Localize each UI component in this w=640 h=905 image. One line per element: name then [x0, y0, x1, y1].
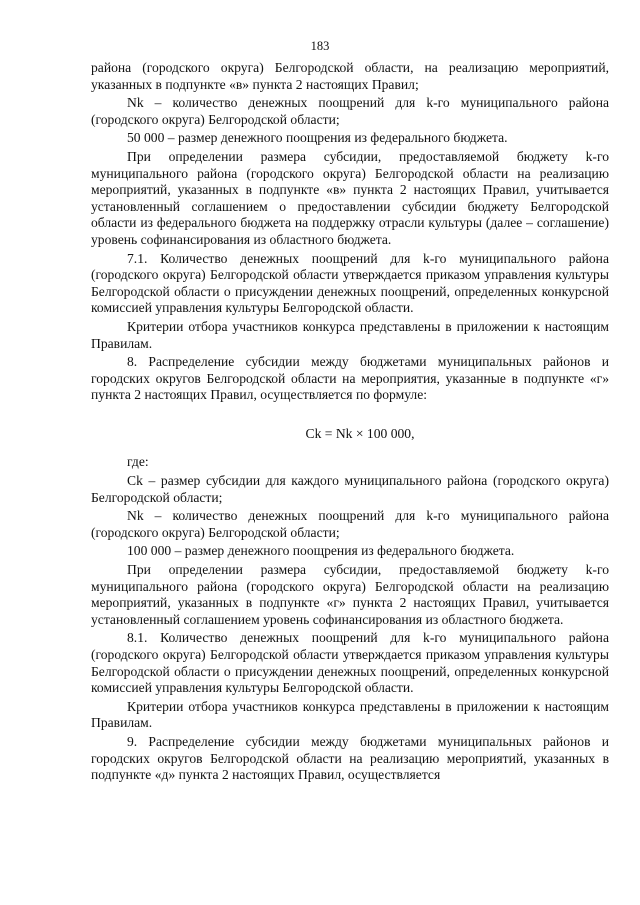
paragraph: 50 000 – размер денежного поощрения из федерального бюджета. — [127, 130, 508, 146]
paragraph: При определении размера субсидии, предоставляемой бюджету k-го муниципального района (городского округа) Белгородской области на реализацию мероприятий, указанных в подпункте «в» пункта 2 настоящих Правил, учитывается установленный соглашением о предоставлении субсидии бюджету Белгородской области из федерального бюджета на поддержку отрасли культуры (далее – соглашение) уровень софинансирования из областного бюджета. — [91, 148, 609, 247]
paragraph: Nk – количество денежных поощрений для k-го муниципального района (городского округа) Белгородской области; — [91, 95, 609, 127]
paragraph: Критерии отбора участников конкурса представлены в приложении к настоящим Правилам. — [91, 698, 609, 731]
paragraph: где: — [127, 454, 149, 470]
document-body — [91, 60, 609, 786]
page-number: 183 — [310, 39, 330, 53]
paragraph: Ck – размер субсидии для каждого муниципального района (городского округа) Белгородской области; — [91, 473, 609, 505]
paragraphs-before-formula — [91, 60, 609, 404]
paragraph: Nk – количество денежных поощрений для k-го муниципального района (городского округа) Белгородской области; — [91, 508, 609, 540]
paragraph: 8.1. Количество денежных поощрений для k-го муниципального района (городского округа) Белгородской области утверждается приказом управления культуры Белгородской области о присуждении денежных поощрений, определенных конкурсной комиссией управления культуры Белгородской области. — [91, 630, 609, 696]
paragraph: района (городского округа) Белгородской области, на реализацию мероприятий, указанных в подпункте «в» пункта 2 настоящих Правил; — [91, 60, 609, 92]
paragraph: 100 000 – размер денежного поощрения из федерального бюджета. — [127, 543, 515, 559]
paragraph: Критерии отбора участников конкурса представлены в приложении к настоящим Правилам. — [91, 318, 609, 351]
paragraph: 8. Распределение субсидии между бюджетами муниципальных районов и городских округов Белгородской области на мероприятия, указанные в подпункте «г» пункта 2 настоящих Правил, осуществляется по формуле: — [91, 354, 609, 403]
paragraph: При определении размера субсидии, предоставляемой бюджету k-го муниципального района (городского округа) Белгородской области на реализацию мероприятий, указанных в подпункте «г» пункта 2 настоящих Правил, учитывается установленный соглашением уровень софинансирования из областного бюджета. — [91, 562, 609, 627]
paragraph: 9. Распределение субсидии между бюджетами муниципальных районов и городских округов Белгородской области на реализацию мероприятий, указанных в подпункте «д» пункта 2 настоящих Правил, осуществляется — [91, 733, 609, 783]
formula: Ck = Nk × 100 000, — [305, 425, 415, 441]
paragraph: 7.1. Количество денежных поощрений для k-го муниципального района (городского округа) Белгородской области утверждается приказом управления культуры Белгородской области о присуждении денежных поощрений, определенных конкурсной комиссией управления культуры Белгородской области. — [91, 250, 609, 316]
paragraphs-after-formula — [91, 454, 609, 783]
